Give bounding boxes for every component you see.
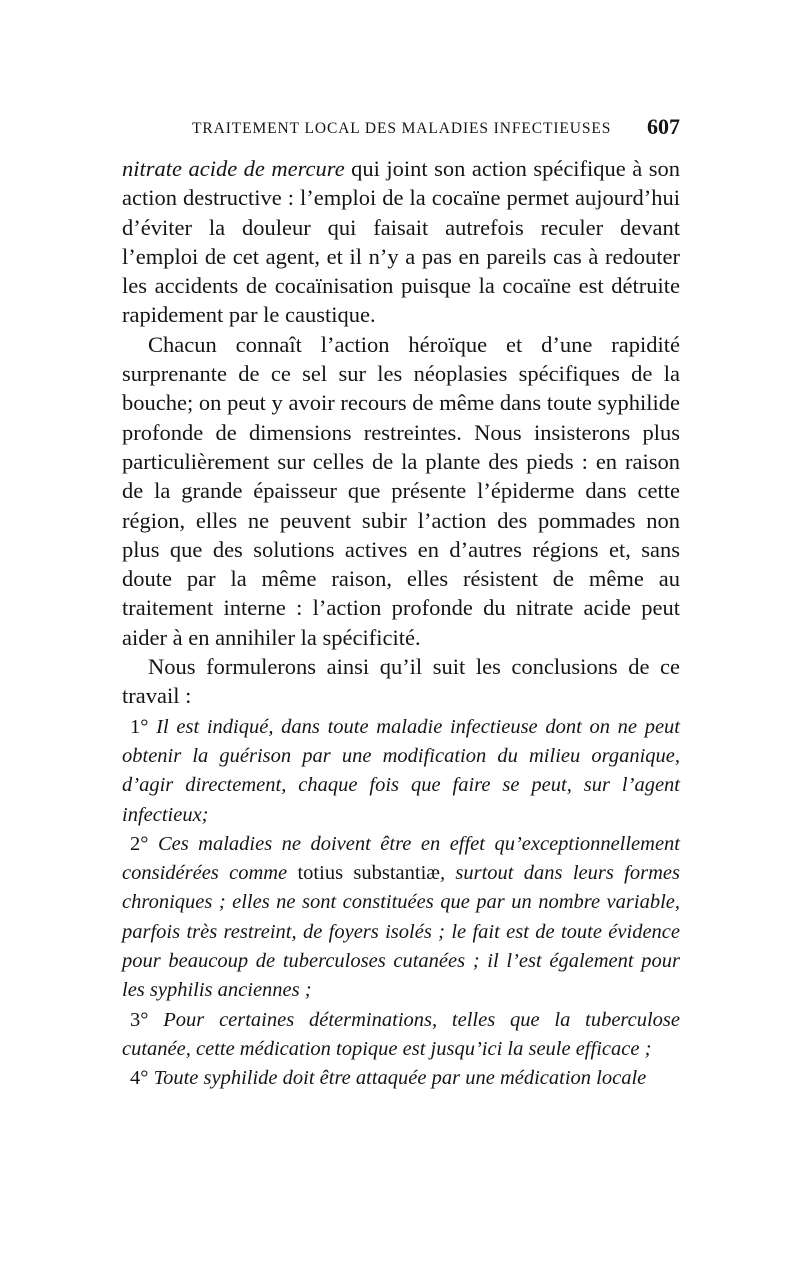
page-number: 607 — [647, 114, 680, 139]
item-text: , surtout dans leurs formes chroniques ; elles ne sont constituées que par un nombre variable, parfois très restreint, de foyers isolés ; le fait est de toute évidence pour beaucoup de tuberculoses cutanées ; il l’est également pour les syphilis anciennes ; — [122, 862, 680, 1002]
conclusion-item — [122, 830, 680, 1006]
conclusion-item — [122, 1006, 680, 1065]
item-number: 2° — [130, 832, 149, 855]
conclusions-list — [122, 713, 680, 1094]
item-number: 3° — [130, 1008, 149, 1031]
item-text: Ces maladies ne doivent être en effet qu’exceptionnellement considérées comme — [122, 832, 681, 885]
conclusion-item — [122, 1064, 680, 1093]
latin-phrase: totius substantiæ — [297, 862, 440, 885]
paragraph-text: qui joint son action spécifique à son action destructive : l’emploi de la cocaïne permet aujourd’hui d’éviter la douleur qui faisait autrefois reculer devant l’emploi de cet agent, et il n’y a pas en pareils cas à redouter les accidents de cocaïnisation puisque la cocaïne est détruite rapidement par le caustique. — [122, 156, 680, 328]
italic-term: nitrate acide de mercure — [122, 156, 345, 181]
item-text: Pour certaines déterminations, telles que la tuberculose cutanée, cette médication topique est jusqu’ici la seule efficace ; — [122, 1008, 681, 1060]
paragraph: Nous formulerons ainsi qu’il suit les conclusions de ce travail : — [122, 654, 680, 709]
item-text: Toute syphilide doit être attaquée par une médication locale — [153, 1067, 647, 1090]
paragraph: Chacun connaît l’action héroïque et d’une rapidité surprenante de ce sel sur les néoplasies spécifiques de la bouche; on peut y avoir recours de même dans toute syphilide profonde de dimensions restreintes. Nous insisterons plus particulièrement sur celles de la plante des pieds : en raison de la grande épaisseur que présente l’épiderme dans cette région, elles ne peuvent subir l’action des pommades non plus que des solutions actives en d’autres régions et, sans doute par la même raison, elles résistent de même au traitement interne : l’action profonde du nitrate acide peut aider à en annihiler la spécificité. — [122, 331, 680, 650]
item-number: 4° — [130, 1067, 149, 1090]
running-title: TRAITEMENT LOCAL DES MALADIES INFECTIEUSES — [192, 120, 612, 137]
paragraph — [122, 154, 680, 330]
item-text: Il est indiqué, dans toute maladie infectieuse dont on ne peut obtenir la guérison par une modification du milieu organique, d’agir directement, chaque fois que faire se peut, sur l’agent infectieux; — [122, 715, 681, 826]
conclusion-item — [122, 713, 680, 830]
page-body — [122, 154, 680, 1094]
item-number: 1° — [130, 715, 149, 738]
page-header — [120, 114, 682, 146]
